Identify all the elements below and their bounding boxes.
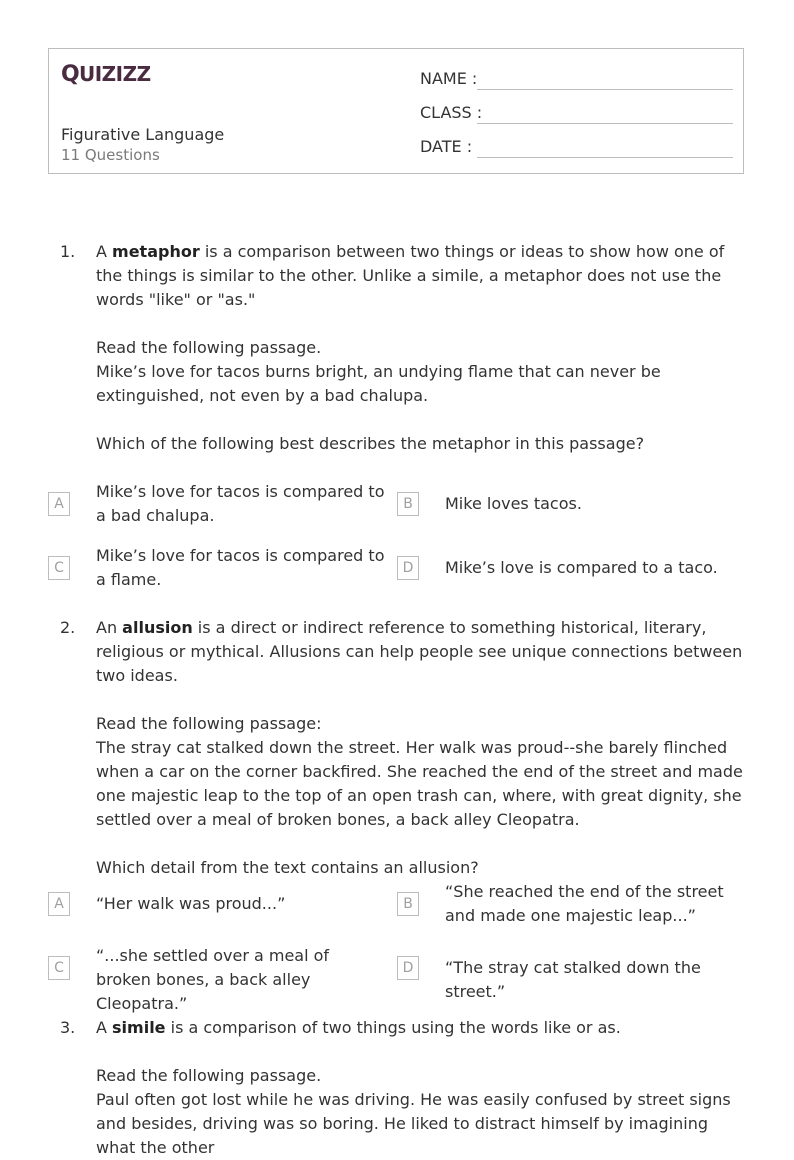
- svg-text:Q: Q: [61, 62, 79, 87]
- intro-pre: A: [96, 1018, 113, 1037]
- option-d-box[interactable]: D: [397, 556, 419, 580]
- option-c-box[interactable]: C: [48, 956, 70, 980]
- intro-post: is a direct or indirect reference to something historical, literary, religious or mythical. Allusions can help people see unique connections between two ideas.: [96, 618, 743, 685]
- option-b-box[interactable]: B: [397, 892, 419, 916]
- question-count: 11 Questions: [61, 146, 160, 164]
- intro-post: is a comparison between two things or ideas to show how one of the things is similar to the other. Unlike a simile, a metaphor does not use the words "like" or "as.": [96, 242, 725, 309]
- option-a-text: Mike’s love for tacos is compared to a bad chalupa.: [96, 482, 385, 525]
- question-1-lead: Read the following passage.: [96, 338, 322, 357]
- key-term: simile: [112, 1018, 166, 1037]
- option-a-box[interactable]: A: [48, 492, 70, 516]
- option-a-box[interactable]: A: [48, 892, 70, 916]
- question-2-intro: [96, 616, 746, 688]
- question-3-lead: Read the following passage.: [96, 1066, 322, 1085]
- question-2-prompt: Which detail from the text contains an allusion?: [96, 858, 479, 877]
- intro-pre: An: [96, 618, 123, 637]
- option-c-text: “...she settled over a meal of broken bones, a back alley Cleopatra.”: [96, 946, 330, 1013]
- question-3-body: [96, 1016, 746, 1160]
- question-number: 2.: [60, 618, 76, 637]
- class-line[interactable]: [477, 123, 733, 124]
- date-label: DATE :: [420, 137, 473, 156]
- worksheet-title: Figurative Language: [61, 125, 225, 144]
- question-1-intro: [96, 240, 746, 312]
- option-d-text: “The stray cat stalked down the street.”: [445, 958, 701, 1001]
- question-2-passage: The stray cat stalked down the street. Her walk was proud--she barely flinched when a car on the corner backfired. She reached the end of the street and made one majestic leap to the top of an open trash can, where, with great dignity, she settled over a meal of broken bones, a back alley Cleopatra.: [96, 738, 743, 829]
- question-3-passage: Paul often got lost while he was driving. He was easily confused by street signs and besides, driving was so boring. He liked to distract himself by imagining what the other: [96, 1090, 731, 1157]
- question-3-intro: [96, 1016, 746, 1040]
- question-1-body: [96, 240, 746, 456]
- svg-text:UIZIZZ: UIZIZZ: [79, 62, 151, 86]
- intro-pre: A: [96, 242, 113, 261]
- date-line[interactable]: [477, 157, 733, 158]
- option-a-text: “Her walk was proud...”: [96, 894, 286, 913]
- worksheet-header: [48, 48, 744, 174]
- question-2-body: [96, 616, 746, 880]
- class-label: CLASS :: [420, 103, 483, 122]
- question-2-lead: Read the following passage:: [96, 714, 322, 733]
- question-number: 3.: [60, 1018, 76, 1037]
- option-b-text: “She reached the end of the street and made one majestic leap...”: [445, 882, 724, 925]
- option-c-box[interactable]: C: [48, 556, 70, 580]
- option-b-box[interactable]: B: [397, 492, 419, 516]
- question-1-prompt: Which of the following best describes the metaphor in this passage?: [96, 434, 645, 453]
- key-term: metaphor: [112, 242, 200, 261]
- option-d-box[interactable]: D: [397, 956, 419, 980]
- question-number: 1.: [60, 242, 76, 261]
- intro-post: is a comparison of two things using the words like or as.: [165, 1018, 621, 1037]
- name-label: NAME :: [420, 69, 478, 88]
- option-b-text: Mike loves tacos.: [445, 494, 582, 513]
- quizizz-logo-mark: [61, 59, 153, 87]
- option-c-text: Mike’s love for tacos is compared to a flame.: [96, 546, 385, 589]
- option-d-text: Mike’s love is compared to a taco.: [445, 558, 718, 577]
- quizizz-logo: [61, 59, 153, 91]
- key-term: allusion: [122, 618, 193, 637]
- question-1-passage: Mike’s love for tacos burns bright, an undying flame that can never be extinguished, not even by a bad chalupa.: [96, 362, 661, 405]
- name-line[interactable]: [477, 89, 733, 90]
